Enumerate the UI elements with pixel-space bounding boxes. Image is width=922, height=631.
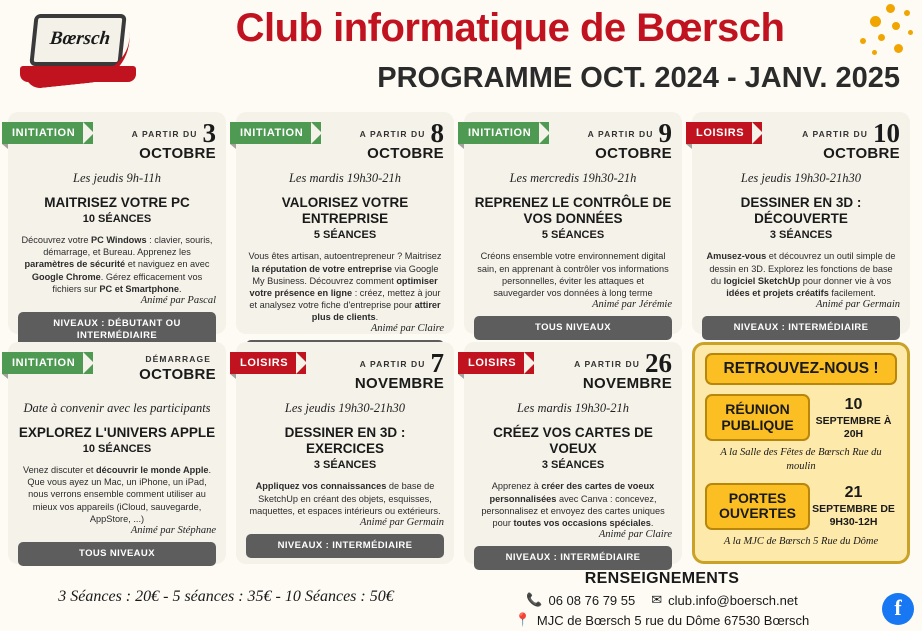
facebook-icon[interactable]: f (882, 593, 914, 625)
course-card[interactable] (464, 342, 682, 564)
contact-address: MJC de Bœrsch 5 rue du Dôme 67530 Bœrsch (536, 612, 810, 628)
card-schedule: Les mardis 19h30-21h (516, 401, 630, 415)
card-author: Animé par Pascal (140, 294, 216, 306)
card-description: Apprenez à créer des cartes de voeux personnalisées avec Canva : concevez, personnalisez et envoyez des cartes uniques pour toutes vos occasions spéciales. (481, 481, 665, 528)
card-level-badge: NIVEAUX : INTERMÉDIAIRE (246, 534, 444, 558)
date-number: 3 (202, 118, 216, 148)
date-month: NOVEMBRE (582, 375, 672, 392)
course-card[interactable] (236, 112, 454, 334)
course-card[interactable] (692, 112, 910, 334)
contact-phone-email (452, 592, 872, 608)
promo-event-row (705, 483, 897, 530)
phone-icon: 📞 (526, 592, 543, 607)
date-prefix: A PARTIR DU (574, 358, 640, 369)
contact-block (452, 570, 872, 628)
course-card[interactable] (8, 112, 226, 342)
find-us-panel (692, 342, 910, 564)
card-sessions: 10 SÉANCES (82, 213, 152, 226)
date-prefix: A PARTIR DU (131, 128, 198, 139)
card-schedule: Date à convenir avec les participants (23, 401, 211, 415)
card-title: MAITRISEZ VOTRE PC (44, 195, 190, 210)
card-description: Vous êtes artisan, autoentrepreneur ? Maitrisez la réputation de votre entreprise via Google My Business. Découvrez comment optimiser votre présence en ligne : créez, mettez à jour et analysez votre fiche d'entreprise pour attirer plus de clients. (248, 251, 442, 323)
price-line: 3 Séances : 20€ - 5 séances : 35€ - 10 Séances : 50€ (58, 588, 394, 605)
card-title: EXPLOREZ L'UNIVERS APPLE (18, 425, 216, 440)
promo-event-place: A la MJC de Bœrsch 5 Rue du Dôme (723, 535, 879, 547)
date-number: 10 (873, 118, 900, 148)
card-sessions: 5 SÉANCES (541, 229, 605, 242)
card-author: Animé par Germain (360, 516, 444, 528)
card-sessions: 3 SÉANCES (769, 229, 833, 242)
course-card[interactable] (236, 342, 454, 564)
card-description: Venez discuter et découvrir le monde Apple. Que vous ayez un Mac, un iPhone, un iPad, nous verrons ensemble comment utiliser au mieux vos appareils (iCloud, sauvegarde, AppStore, ...) (22, 465, 212, 524)
promo-event-day: 21 (844, 484, 863, 502)
card-sessions: 10 SÉANCES (82, 443, 152, 456)
contact-address-line (452, 612, 872, 628)
page-title: Club informatique de Bœrsch (235, 6, 785, 50)
envelope-icon: ✉ (651, 592, 663, 607)
course-card[interactable] (464, 112, 682, 334)
promo-event-date (810, 395, 897, 441)
promo-event-when: SEPTEMBRE À 20H (815, 414, 892, 440)
card-title: VALORISEZ VOTRE ENTREPRISE (281, 195, 409, 227)
category-ribbon: LOISIRS (230, 352, 306, 374)
date-prefix: A PARTIR DU (802, 128, 868, 139)
page-subtitle: PROGRAMME OCT. 2024 - JANV. 2025 (377, 62, 900, 94)
card-sessions: 5 SÉANCES (313, 229, 377, 242)
promo-event-place: A la Salle des Fêtes de Bœrsch Rue du moulin (720, 447, 882, 472)
card-title: DESSINER EN 3D : EXERCICES (284, 425, 406, 457)
card-author: Animé par Stéphane (130, 524, 216, 536)
card-title: DESSINER EN 3D : DÉCOUVERTE (740, 195, 862, 227)
category-ribbon: INITIATION (230, 122, 321, 144)
page-header (0, 0, 922, 108)
card-author: Animé par Jérémie (592, 298, 672, 310)
card-description: Amusez-vous et découvrez un outil simple de dessin en 3D. Explorez les fonctions de base du logiciel SketchUp pour donner vie à vos idées et projets créatifs facilement. (706, 251, 896, 298)
category-ribbon: LOISIRS (458, 352, 534, 374)
logo-text: Bœrsch (48, 28, 112, 49)
card-author: Animé par Claire (370, 323, 444, 335)
course-grid (8, 112, 914, 564)
decorative-dots (856, 4, 918, 60)
category-ribbon: INITIATION (2, 122, 93, 144)
promo-event-label: PORTES OUVERTES (705, 483, 810, 530)
category-ribbon: LOISIRS (686, 122, 762, 144)
date-prefix: A PARTIR DU (359, 358, 426, 369)
card-title: REPRENEZ LE CONTRÔLE DE VOS DONNÉES (474, 195, 672, 227)
card-level-badge: NIVEAUX : INTERMÉDIAIRE (474, 546, 672, 570)
promo-event-date (810, 483, 897, 529)
logo-laptop-base (20, 66, 136, 82)
card-schedule: Les jeudis 19h30-21h30 (284, 401, 406, 415)
club-logo (18, 8, 138, 100)
promo-event-day: 10 (844, 395, 863, 413)
date-number: 7 (430, 348, 444, 378)
date-month: OCTOBRE (367, 145, 444, 162)
date-prefix: A PARTIR DU (587, 128, 654, 139)
card-level-badge: TOUS NIVEAUX (474, 316, 672, 340)
contact-phone[interactable]: 06 08 76 79 55 (548, 592, 636, 608)
find-us-title: RETROUVEZ-NOUS ! (705, 353, 897, 385)
promo-event-row (705, 394, 897, 441)
course-card[interactable] (8, 342, 226, 564)
promo-event-label: RÉUNION PUBLIQUE (705, 394, 810, 441)
card-schedule: Les mardis 19h30-21h (288, 171, 402, 185)
card-description: Découvrez votre PC Windows : clavier, souris, démarrage, et Bureau. Apprenez les paramètres de sécurité et naviguez en avec Google Chrome. Gérez efficacement vos fichiers sur PC et Smartphone. (21, 235, 213, 294)
card-schedule: Les mercredis 19h30-21h (509, 171, 637, 185)
date-month: OCTOBRE (139, 366, 216, 383)
date-number: 8 (430, 118, 444, 148)
date-prefix: DÉMARRAGE (145, 353, 211, 364)
card-level-badge: NIVEAUX : DÉBUTANT OU INTERMÉDIAIRE (18, 312, 216, 349)
date-month: NOVEMBRE (354, 375, 444, 392)
card-level-badge: NIVEAUX : INTERMÉDIAIRE (702, 316, 900, 340)
date-number: 9 (658, 118, 672, 148)
contact-email[interactable]: club.info@boersch.net (668, 592, 798, 608)
card-title: CRÉEZ VOS CARTES DE VOEUX (493, 425, 653, 457)
card-level-badge: TOUS NIVEAUX (18, 542, 216, 566)
location-pin-icon: 📍 (514, 612, 531, 627)
date-month: OCTOBRE (823, 145, 900, 162)
contact-title: RENSEIGNEMENTS (584, 570, 740, 587)
card-sessions: 3 SÉANCES (541, 459, 605, 472)
category-ribbon: INITIATION (2, 352, 93, 374)
date-number: 26 (645, 348, 672, 378)
card-schedule: Les jeudis 9h-11h (73, 171, 161, 185)
card-sessions: 3 SÉANCES (313, 459, 377, 472)
promo-event-when: SEPTEMBRE DE 9H30-12H (812, 503, 895, 529)
card-description: Appliquez vos connaissances de base de SketchUp en créant des objets, esquisses, maquettes, et espaces intérieurs ou extérieurs. (249, 481, 441, 516)
date-month: OCTOBRE (595, 145, 672, 162)
card-description: Créons ensemble votre environnement digital sain, en apprenant à contrôler vos informations personnelles, éviter les attaques et sauvegarder vos données à long terme (477, 251, 669, 298)
date-month: OCTOBRE (139, 145, 216, 162)
card-author: Animé par Claire (598, 528, 672, 540)
date-prefix: A PARTIR DU (359, 128, 426, 139)
category-ribbon: INITIATION (458, 122, 549, 144)
card-author: Animé par Germain (816, 298, 900, 310)
card-schedule: Les jeudis 19h30-21h30 (740, 171, 862, 185)
